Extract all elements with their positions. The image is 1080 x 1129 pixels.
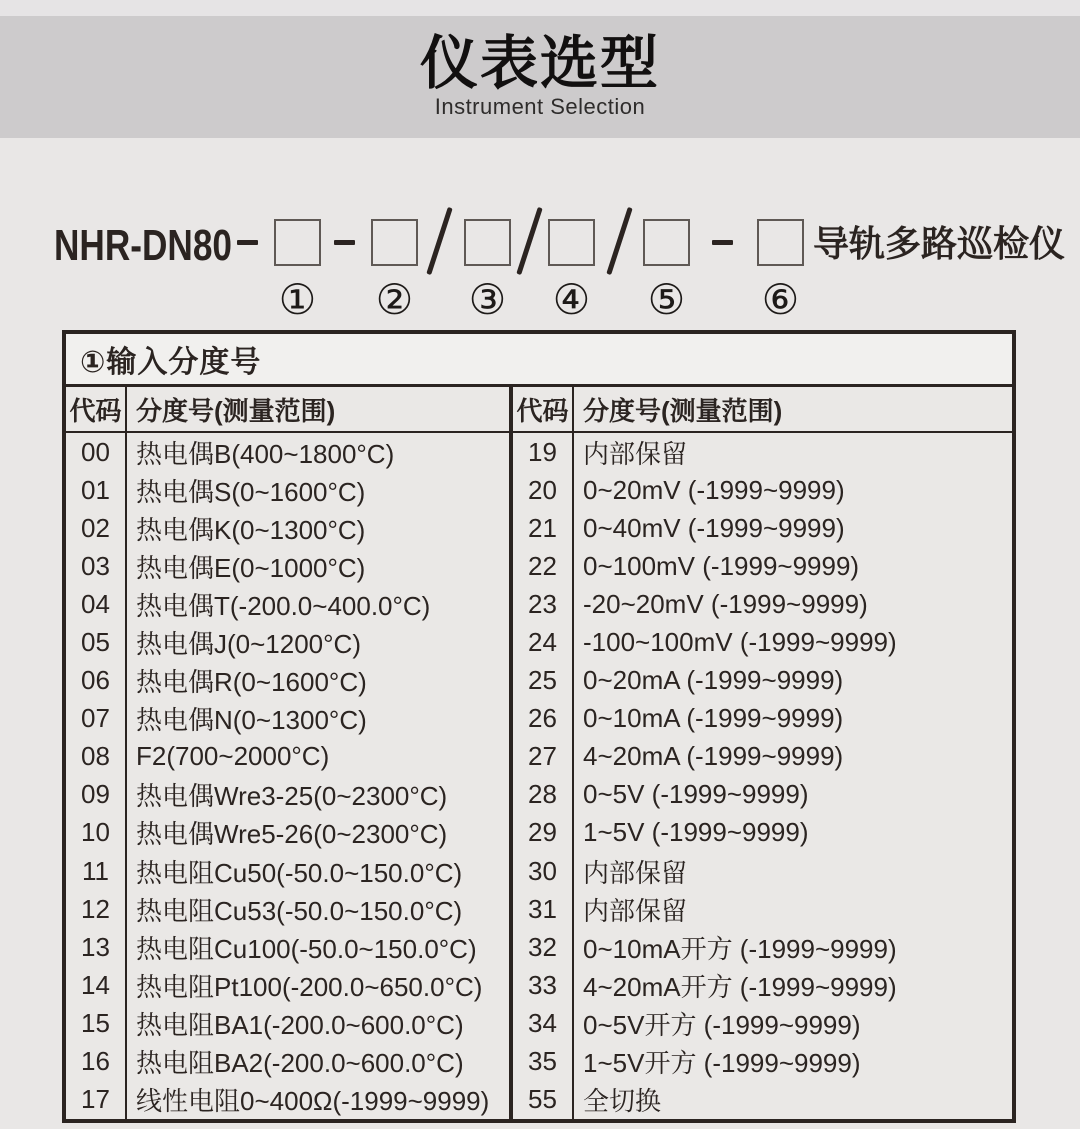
- range-cell: 1~5V开方 (-1999~9999): [583, 1048, 861, 1079]
- table-row: [66, 509, 509, 547]
- slash-separator-3: [606, 207, 632, 275]
- table-row: [66, 814, 509, 852]
- position-number-2: ②: [375, 275, 414, 324]
- code-cell: 15: [66, 1004, 127, 1042]
- table-row: [66, 433, 509, 471]
- range-cell: 0~100mV (-1999~9999): [583, 550, 860, 581]
- range-cell: 内部保留: [583, 895, 688, 926]
- code-cell: 13: [66, 928, 127, 966]
- model-option-box-5: [643, 219, 690, 266]
- range-cell: 热电阻Cu50(-50.0~150.0°C): [136, 857, 463, 888]
- table-row: [513, 662, 1012, 700]
- code-cell: 23: [513, 585, 574, 623]
- model-option-box-6: [757, 219, 804, 266]
- column-header-range: 分度号(测量范围): [136, 395, 336, 426]
- code-cell: 19: [513, 433, 574, 471]
- code-cell: 28: [513, 776, 574, 814]
- code-cell: 09: [66, 776, 127, 814]
- code-cell: 00: [66, 433, 127, 471]
- range-cell: 热电偶N(0~1300°C): [136, 705, 367, 736]
- range-cell: 0~40mV (-1999~9999): [583, 512, 845, 543]
- model-option-box-1: [274, 219, 321, 266]
- range-cell: 热电偶T(-200.0~400.0°C): [136, 590, 431, 621]
- code-cell: 17: [66, 1081, 127, 1119]
- range-cell: 热电阻Cu53(-50.0~150.0°C): [136, 895, 463, 926]
- range-cell: 线性电阻0~400Ω(-1999~9999): [136, 1086, 490, 1117]
- table-grid: [66, 387, 1012, 1119]
- range-cell: 0~20mV (-1999~9999): [583, 474, 845, 505]
- table-row: [513, 852, 1012, 890]
- code-cell: 03: [66, 547, 127, 585]
- table-row: [66, 966, 509, 1004]
- code-cell: 14: [66, 966, 127, 1004]
- column-header-range: 分度号(测量范围): [583, 395, 783, 426]
- table-row: [66, 1081, 509, 1119]
- table-row: [513, 433, 1012, 471]
- input-graduation-table: [62, 330, 1016, 1123]
- code-cell: 12: [66, 890, 127, 928]
- code-cell: 26: [513, 700, 574, 738]
- range-cell: 0~10mA开方 (-1999~9999): [583, 933, 897, 964]
- code-cell: 10: [66, 814, 127, 852]
- code-cell: 33: [513, 966, 574, 1004]
- dash-separator-1: [237, 240, 258, 245]
- table-row: [513, 776, 1012, 814]
- range-cell: 热电偶K(0~1300°C): [136, 514, 366, 545]
- code-cell: 05: [66, 623, 127, 661]
- table-left-half: [66, 387, 513, 1119]
- code-cell: 32: [513, 928, 574, 966]
- table-row: [513, 1081, 1012, 1119]
- range-cell: 热电偶Wre3-25(0~2300°C): [136, 781, 448, 812]
- code-cell: 04: [66, 585, 127, 623]
- column-header-code: 代码: [66, 387, 127, 431]
- range-cell: F2(700~2000°C): [136, 741, 330, 772]
- model-prefix: NHR-DN80: [54, 221, 232, 270]
- code-cell: 06: [66, 662, 127, 700]
- position-number-3: ③: [468, 275, 507, 324]
- table-row: [513, 509, 1012, 547]
- model-suffix: 导轨多路巡检仪: [813, 223, 1066, 264]
- table-right-rows: [513, 433, 1012, 1119]
- code-cell: 55: [513, 1081, 574, 1119]
- code-cell: 25: [513, 662, 574, 700]
- range-cell: 1~5V (-1999~9999): [583, 817, 809, 848]
- table-row: [66, 928, 509, 966]
- range-cell: 热电阻Cu100(-50.0~150.0°C): [136, 933, 477, 964]
- table-right-half: [513, 387, 1012, 1119]
- code-cell: 20: [513, 471, 574, 509]
- slash-separator-2: [516, 207, 542, 275]
- table-row: [66, 547, 509, 585]
- range-cell: 0~5V (-1999~9999): [583, 779, 809, 810]
- code-cell: 27: [513, 738, 574, 776]
- range-cell: 全切换: [583, 1086, 662, 1117]
- table-row: [66, 471, 509, 509]
- position-number-4: ④: [552, 275, 591, 324]
- table-row: [513, 585, 1012, 623]
- table-row: [513, 1043, 1012, 1081]
- range-cell: 内部保留: [583, 438, 688, 469]
- range-cell: 热电偶B(400~1800°C): [136, 438, 395, 469]
- table-row: [513, 890, 1012, 928]
- range-cell: 热电偶S(0~1600°C): [136, 476, 366, 507]
- range-cell: 热电偶Wre5-26(0~2300°C): [136, 819, 448, 850]
- range-cell: -100~100mV (-1999~9999): [583, 627, 897, 658]
- table-row: [513, 738, 1012, 776]
- table-row: [66, 623, 509, 661]
- table-row: [66, 852, 509, 890]
- range-cell: 热电阻BA1(-200.0~600.0°C): [136, 1009, 464, 1040]
- range-cell: 热电偶R(0~1600°C): [136, 667, 367, 698]
- dash-separator-3: [712, 240, 733, 245]
- code-cell: 11: [66, 852, 127, 890]
- code-cell: 29: [513, 814, 574, 852]
- code-cell: 02: [66, 509, 127, 547]
- table-row: [66, 890, 509, 928]
- code-cell: 16: [66, 1043, 127, 1081]
- range-cell: 热电偶E(0~1000°C): [136, 552, 366, 583]
- range-cell: 内部保留: [583, 857, 688, 888]
- range-cell: 0~10mA (-1999~9999): [583, 703, 844, 734]
- table-section-title: ①输入分度号: [66, 334, 1012, 387]
- table-row: [66, 1043, 509, 1081]
- page-subtitle: Instrument Selection: [434, 94, 646, 119]
- range-cell: -20~20mV (-1999~9999): [583, 588, 868, 619]
- table-row: [66, 662, 509, 700]
- model-option-box-3: [464, 219, 511, 266]
- code-cell: 07: [66, 700, 127, 738]
- range-cell: 4~20mA (-1999~9999): [583, 741, 844, 772]
- code-cell: 21: [513, 509, 574, 547]
- table-row: [66, 700, 509, 738]
- range-cell: 热电阻Pt100(-200.0~650.0°C): [136, 971, 483, 1002]
- column-header-code: 代码: [513, 387, 574, 431]
- table-row: [513, 623, 1012, 661]
- range-cell: 0~20mA (-1999~9999): [583, 665, 844, 696]
- table-row: [66, 1004, 509, 1042]
- table-row: [513, 814, 1012, 852]
- dash-separator-2: [334, 240, 355, 245]
- table-row: [513, 700, 1012, 738]
- code-cell: 08: [66, 738, 127, 776]
- code-cell: 30: [513, 852, 574, 890]
- model-code-diagram: [0, 0, 1080, 330]
- table-row: [513, 928, 1012, 966]
- slash-separator-1: [426, 207, 452, 275]
- code-cell: 22: [513, 547, 574, 585]
- range-cell: 热电偶J(0~1200°C): [136, 629, 361, 660]
- table-row: [513, 547, 1012, 585]
- table-row: [66, 776, 509, 814]
- code-cell: 01: [66, 471, 127, 509]
- table-left-rows: [66, 433, 509, 1119]
- model-option-box-4: [548, 219, 595, 266]
- page-title: 仪表选型: [419, 31, 660, 96]
- code-cell: 35: [513, 1043, 574, 1081]
- position-number-1: ①: [278, 275, 317, 324]
- range-cell: 热电阻BA2(-200.0~600.0°C): [136, 1048, 464, 1079]
- position-number-6: ⑥: [761, 275, 800, 324]
- table-row: [513, 966, 1012, 1004]
- position-number-5: ⑤: [647, 275, 686, 324]
- table-header-left: [66, 387, 509, 433]
- table-row: [66, 738, 509, 776]
- range-cell: 0~5V开方 (-1999~9999): [583, 1009, 861, 1040]
- code-cell: 24: [513, 623, 574, 661]
- code-cell: 34: [513, 1004, 574, 1042]
- range-cell: 4~20mA开方 (-1999~9999): [583, 971, 897, 1002]
- table-header-right: [513, 387, 1012, 433]
- table-row: [513, 1004, 1012, 1042]
- table-row: [66, 585, 509, 623]
- model-option-box-2: [371, 219, 418, 266]
- code-cell: 31: [513, 890, 574, 928]
- table-row: [513, 471, 1012, 509]
